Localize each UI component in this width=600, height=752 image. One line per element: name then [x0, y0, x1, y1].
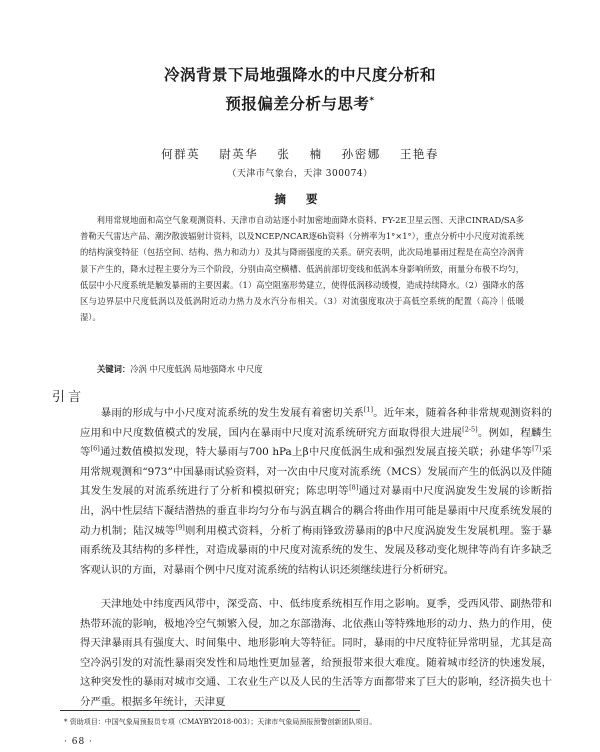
- para1-text-7: 则利用模式资料，分析了梅雨锋致涝暴雨的β中尺度涡旋发生发展机理。鉴于暴雨系统及其结构的多样性，对造成暴雨的中尺度对流系统的发生、发展及移动变化规律等尚有许多缺乏客观认识的方面，对暴雨个例中尺度对流系统的结构认识还须继续进行分析研究。: [80, 524, 552, 576]
- intro-paragraph-2: 天津地处中纬度西风带中，深受高、中、低纬度系统相互作用之影响。夏季，受西风带、副热带和热带环流的影响，极地冷空气频繁入侵，加之东部渤海、北依燕山等特殊地形的动力、热力的作用，使得天津暴雨具有强度大、时间集中、地形影响大等特征。同时，暴雨的中尺度特征异常明显，尤其是高空冷涡引发的对流性暴雨突发性和局地性更加显著，给预报带来很大难度。随着城市经济的快速发展，这种突发性的暴雨对城市交通、工农业生产以及人民的生活等方面都带来了巨大的影响，经济损失也十分严重。根据多年统计，天津夏: [80, 598, 552, 708]
- title-footnote-mark: *: [369, 96, 375, 106]
- keywords-list: 冷涡 中尺度低涡 局地强降水 中尺度: [130, 364, 263, 374]
- affiliation: （天津市气象台，天津 300074）: [227, 169, 373, 179]
- title-line-2: [0, 88, 600, 117]
- para1-text-6: 通过对暴雨中尺度涡旋发生发展的诊断指出，涡中性层结下凝结潜热的垂直非均匀分布与涡直耦合的耦合将曲作用可能是暴雨中尺度系统发展的动力机制；陆汉城等: [80, 485, 553, 537]
- citation-3: [6]: [90, 444, 100, 453]
- page-number: · 68 ·: [64, 737, 93, 747]
- keywords-label: 关键词：: [97, 364, 131, 374]
- para1-text-5: 采用常规观测和“973”中国暴雨试验资料，对一次由中尺度对流系统（MCS）发展而产生的低涡以及伴随其发生发展的对流系统进行了分析和模拟研究；陈忠明等: [80, 446, 553, 498]
- section-heading-introduction: 引言: [52, 390, 85, 405]
- citation-1: [1]: [363, 405, 374, 414]
- citation-6: [9]: [175, 523, 185, 532]
- footnote-divider: [60, 710, 360, 711]
- abstract-heading: 摘 要: [274, 192, 326, 206]
- para1-text-4: 通过数值模拟发现，特大暴雨与700 hPa上β中尺度低涡生成和强烈发展直接关联；孙建华等: [99, 446, 533, 459]
- author-list: 何群英 尉英华 张 楠 孙密娜 王艳春: [161, 147, 439, 161]
- intro-paragraph-1: [80, 404, 552, 580]
- para1-text-3: 。例如，程麟生等: [80, 426, 553, 459]
- funding-footnote: * 资助项目：中国气象局预报员专项（CMAYBY2018-003）；天津市气象局预报预警创新团队项目。: [64, 718, 377, 726]
- title-line-2-text: 预报偏差分析与思考: [225, 95, 370, 114]
- citation-2: [2-5]: [462, 425, 478, 434]
- abstract-text: 利用常规地面和高空气象观测资料、天津市自动站逐小时加密地面降水资料、FY-2E卫星云图、天津CINRAD/SA多普勒天气雷达产品、潮汐散波辐射计资料，以及NCEP/NCAR逐6h资料（分辨率为1°×1°），重点分析中小尺度对流系统的结构演变特征（包括空间、结构、热力和动力）及其与降雨强度的关系。研究表明，此次局地暴雨过程是在高空冷涡背景下产生的，降水过程主要分为三个阶段，分别由高空横槽、低涡前部切变线和低涡本身影响所致，雨量分布极不均匀，低层中小尺度系统是触发暴雨的主要因素。（1）高空阻塞形势建立，使得低涡移动缓慢，造成持续降水。（2）强降水的落区与边界层中尺度低涡以及低涡附近动力热力及水汽分布相关。（3）对流强度取决于高低空系统的配置（高冷｜低暖湿）。: [80, 215, 524, 323]
- title-line-1: 冷涡背景下局地强降水的中尺度分析和: [163, 66, 436, 84]
- citation-5: [8]: [349, 483, 359, 492]
- keywords: [97, 362, 517, 376]
- para1-text-1: 暴雨的形成与中小尺度对流系统的发生发展有着密切关系: [100, 407, 364, 419]
- paper-title: [0, 62, 600, 117]
- citation-4: [7]: [532, 444, 542, 453]
- para1-text-2: 。近年来，随着各种非常规观测资料的应用和中尺度数值模式的发展，国内在暴雨中尺度对流系统研究方面取得很大进展: [80, 407, 553, 439]
